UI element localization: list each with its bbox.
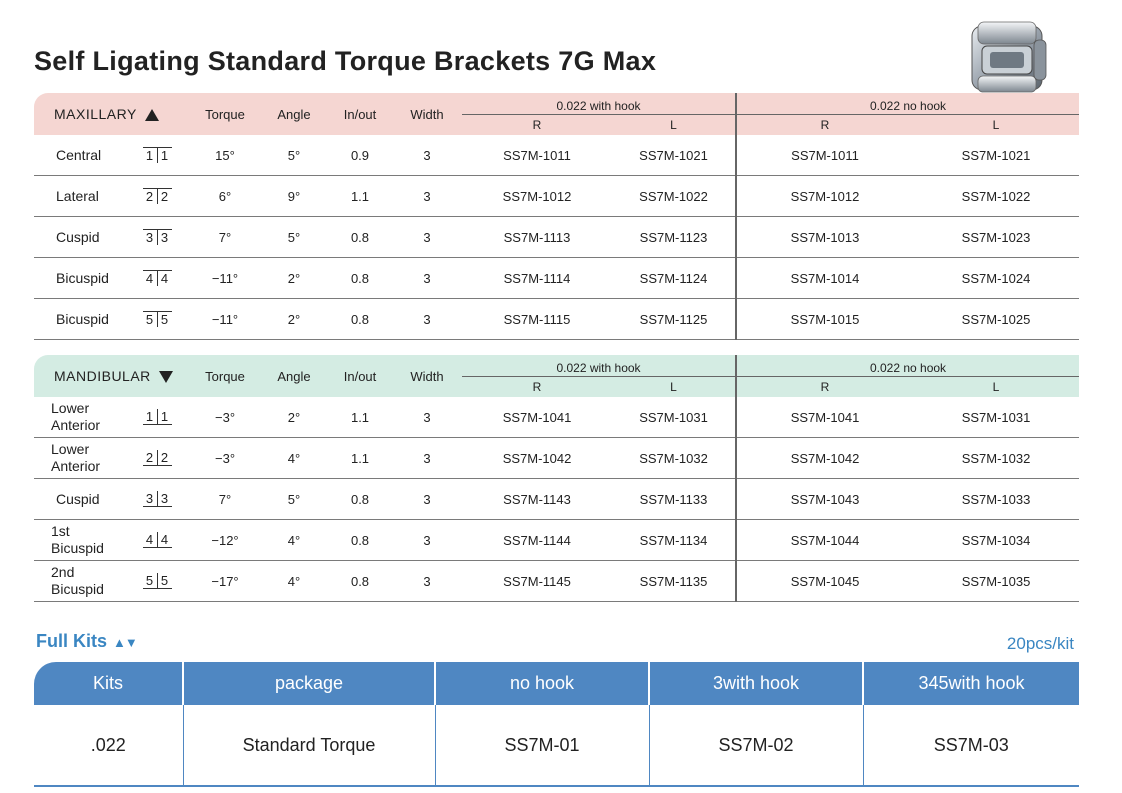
no-hook-r-code: SS7M-1013 xyxy=(736,217,913,258)
table-row xyxy=(34,299,1079,340)
tooth-name-line2: Anterior xyxy=(51,458,101,474)
r-header: R xyxy=(736,115,913,136)
up-down-triangles-icon: ▲▼ xyxy=(113,635,137,650)
tooth-number xyxy=(124,561,190,602)
tooth-number xyxy=(124,135,190,176)
no-hook-l-code: SS7M-1032 xyxy=(913,438,1079,479)
tooth-number-left: 1 xyxy=(143,147,158,163)
torque-value: −11° xyxy=(190,258,260,299)
l-header: L xyxy=(612,115,736,136)
width-value: 3 xyxy=(392,520,462,561)
l-header: L xyxy=(612,377,736,398)
torque-value: 7° xyxy=(190,479,260,520)
kits-header-345with-hook: 345with hook xyxy=(863,662,1079,705)
angle-value: 4° xyxy=(260,438,328,479)
kits-header-no-hook: no hook xyxy=(435,662,649,705)
table-row xyxy=(34,135,1079,176)
quadrant-symbol xyxy=(143,188,172,204)
tooth-number xyxy=(124,258,190,299)
inout-value: 1.1 xyxy=(328,176,392,217)
tooth-name-line2: Bicuspid xyxy=(51,540,104,556)
tooth-name xyxy=(34,561,124,602)
kits-row xyxy=(34,705,1079,786)
width-value: 3 xyxy=(392,438,462,479)
inout-value: 0.8 xyxy=(328,479,392,520)
tooth-number-right: 2 xyxy=(158,450,172,466)
mandibular-header-row xyxy=(34,355,1079,377)
tooth-name xyxy=(34,438,124,479)
no-hook-r-code: SS7M-1011 xyxy=(736,135,913,176)
tooth-name-line1: 1st xyxy=(51,523,70,539)
with-hook-r-code: SS7M-1012 xyxy=(462,176,612,217)
no-hook-r-code: SS7M-1043 xyxy=(736,479,913,520)
torque-header: Torque xyxy=(190,355,260,397)
angle-value: 5° xyxy=(260,479,328,520)
inout-header: In/out xyxy=(328,355,392,397)
width-value: 3 xyxy=(392,176,462,217)
tooth-name: Cuspid xyxy=(34,217,124,258)
no-hook-l-code: SS7M-1024 xyxy=(913,258,1079,299)
table-row xyxy=(34,397,1079,438)
with-hook-r-code: SS7M-1011 xyxy=(462,135,612,176)
no-hook-r-code: SS7M-1012 xyxy=(736,176,913,217)
tooth-number-left: 4 xyxy=(143,270,158,286)
table-row xyxy=(34,561,1079,602)
kit-count: 20pcs/kit xyxy=(1006,634,1074,653)
tooth-name-line2: Bicuspid xyxy=(51,581,104,597)
no-hook-l-code: SS7M-1031 xyxy=(913,397,1079,438)
torque-header: Torque xyxy=(190,93,260,135)
angle-value: 5° xyxy=(260,217,328,258)
torque-value: −12° xyxy=(190,520,260,561)
with-hook-r-code: SS7M-1144 xyxy=(462,520,612,561)
table-row xyxy=(34,479,1079,520)
no-hook-r-code: SS7M-1014 xyxy=(736,258,913,299)
kits-header-row xyxy=(34,662,1079,705)
width-value: 3 xyxy=(392,299,462,340)
with-hook-r-code: SS7M-1042 xyxy=(462,438,612,479)
angle-value: 4° xyxy=(260,561,328,602)
kits-cell-no-hook: SS7M-01 xyxy=(435,705,649,786)
metal-bracket-image xyxy=(968,20,1050,98)
with-hook-l-code: SS7M-1031 xyxy=(612,397,736,438)
tooth-number-left: 2 xyxy=(143,450,158,466)
torque-value: 7° xyxy=(190,217,260,258)
tooth-name-line1: Lower xyxy=(51,400,90,416)
torque-value: −3° xyxy=(190,397,260,438)
with-hook-r-code: SS7M-1145 xyxy=(462,561,612,602)
angle-value: 4° xyxy=(260,520,328,561)
width-value: 3 xyxy=(392,397,462,438)
tooth-number xyxy=(124,479,190,520)
l-header: L xyxy=(913,377,1079,398)
tooth-name: Cuspid xyxy=(34,479,124,520)
angle-value: 2° xyxy=(260,299,328,340)
no-hook-l-code: SS7M-1035 xyxy=(913,561,1079,602)
tooth-number xyxy=(124,438,190,479)
up-triangle-icon xyxy=(145,109,159,121)
torque-value: −3° xyxy=(190,438,260,479)
tooth-number-left: 1 xyxy=(143,409,158,425)
no-hook-r-code: SS7M-1042 xyxy=(736,438,913,479)
with-hook-l-code: SS7M-1124 xyxy=(612,258,736,299)
inout-value: 1.1 xyxy=(328,438,392,479)
tooth-number-left: 3 xyxy=(143,229,158,245)
tooth-number xyxy=(124,520,190,561)
width-header: Width xyxy=(392,93,462,135)
inout-value: 0.8 xyxy=(328,217,392,258)
width-value: 3 xyxy=(392,217,462,258)
torque-value: −17° xyxy=(190,561,260,602)
kits-cell-package: Standard Torque xyxy=(183,705,435,786)
quadrant-symbol xyxy=(143,491,172,507)
table-row xyxy=(34,217,1079,258)
torque-value: 15° xyxy=(190,135,260,176)
quadrant-symbol xyxy=(143,450,172,466)
mandibular-table xyxy=(34,355,1079,602)
r-header: R xyxy=(462,377,612,398)
r-header: R xyxy=(736,377,913,398)
tooth-number-right: 4 xyxy=(158,270,172,286)
with-hook-header: 0.022 with hook xyxy=(462,355,736,377)
no-hook-l-code: SS7M-1021 xyxy=(913,135,1079,176)
with-hook-l-code: SS7M-1022 xyxy=(612,176,736,217)
angle-value: 2° xyxy=(260,258,328,299)
quadrant-symbol xyxy=(143,311,172,327)
width-value: 3 xyxy=(392,258,462,299)
tooth-number xyxy=(124,217,190,258)
inout-value: 0.9 xyxy=(328,135,392,176)
table-row xyxy=(34,520,1079,561)
quadrant-symbol xyxy=(143,229,172,245)
with-hook-r-code: SS7M-1113 xyxy=(462,217,612,258)
no-hook-l-code: SS7M-1033 xyxy=(913,479,1079,520)
tooth-number xyxy=(124,299,190,340)
tooth-number-left: 2 xyxy=(143,188,158,204)
tooth-number-left: 5 xyxy=(143,311,158,327)
tooth-name-line2: Anterior xyxy=(51,417,101,433)
full-kits-title: Full Kits ▲▼ xyxy=(36,631,137,651)
table-row xyxy=(34,438,1079,479)
no-hook-l-code: SS7M-1023 xyxy=(913,217,1079,258)
width-value: 3 xyxy=(392,479,462,520)
with-hook-l-code: SS7M-1125 xyxy=(612,299,736,340)
with-hook-header: 0.022 with hook xyxy=(462,93,736,115)
tooth-number-right: 4 xyxy=(158,532,172,548)
with-hook-l-code: SS7M-1021 xyxy=(612,135,736,176)
table-row xyxy=(34,176,1079,217)
angle-value: 5° xyxy=(260,135,328,176)
quadrant-symbol xyxy=(143,409,172,425)
down-triangle-icon xyxy=(159,371,173,383)
r-header: R xyxy=(462,115,612,136)
inout-header: In/out xyxy=(328,93,392,135)
with-hook-l-code: SS7M-1134 xyxy=(612,520,736,561)
mandibular-body xyxy=(34,397,1079,602)
with-hook-r-code: SS7M-1114 xyxy=(462,258,612,299)
inout-value: 0.8 xyxy=(328,520,392,561)
angle-value: 9° xyxy=(260,176,328,217)
tooth-name-line1: Lower xyxy=(51,441,90,457)
tooth-number-right: 3 xyxy=(158,229,172,245)
no-hook-r-code: SS7M-1041 xyxy=(736,397,913,438)
angle-header: Angle xyxy=(260,93,328,135)
inout-value: 0.8 xyxy=(328,258,392,299)
tooth-number-right: 1 xyxy=(158,147,172,163)
tooth-name: Bicuspid xyxy=(34,258,124,299)
kits-header-package: package xyxy=(183,662,435,705)
tooth-number-left: 5 xyxy=(143,573,158,589)
l-header: L xyxy=(913,115,1079,136)
maxillary-table xyxy=(34,93,1079,340)
tooth-number-left: 4 xyxy=(143,532,158,548)
kits-cell-size: .022 xyxy=(34,705,183,786)
tooth-name-line1: 2nd xyxy=(51,564,75,580)
table-row xyxy=(34,258,1079,299)
with-hook-r-code: SS7M-1143 xyxy=(462,479,612,520)
tooth-number-left: 3 xyxy=(143,491,158,507)
maxillary-header-row xyxy=(34,93,1079,115)
quadrant-symbol xyxy=(143,532,172,548)
no-hook-r-code: SS7M-1044 xyxy=(736,520,913,561)
no-hook-r-code: SS7M-1015 xyxy=(736,299,913,340)
page-title: Self Ligating Standard Torque Brackets 7G Max xyxy=(34,46,657,76)
angle-value: 2° xyxy=(260,397,328,438)
kits-header-3with-hook: 3with hook xyxy=(649,662,863,705)
kits-header-kits: Kits xyxy=(34,662,183,705)
quadrant-symbol xyxy=(143,270,172,286)
tooth-number-right: 1 xyxy=(158,409,172,425)
inout-value: 1.1 xyxy=(328,397,392,438)
with-hook-l-code: SS7M-1135 xyxy=(612,561,736,602)
inout-value: 0.8 xyxy=(328,299,392,340)
angle-header: Angle xyxy=(260,355,328,397)
quadrant-symbol xyxy=(143,147,172,163)
tooth-name xyxy=(34,397,124,438)
maxillary-body xyxy=(34,135,1079,340)
inout-value: 0.8 xyxy=(328,561,392,602)
width-header: Width xyxy=(392,355,462,397)
full-kits-table xyxy=(34,662,1079,787)
quadrant-symbol xyxy=(143,573,172,589)
no-hook-l-code: SS7M-1034 xyxy=(913,520,1079,561)
tooth-number-right: 3 xyxy=(158,491,172,507)
kits-cell-3with-hook: SS7M-02 xyxy=(649,705,863,786)
with-hook-r-code: SS7M-1041 xyxy=(462,397,612,438)
with-hook-l-code: SS7M-1133 xyxy=(612,479,736,520)
tooth-name: Central xyxy=(34,135,124,176)
maxillary-label: MAXILLARY xyxy=(34,93,190,135)
kits-cell-345with-hook: SS7M-03 xyxy=(863,705,1079,786)
width-value: 3 xyxy=(392,561,462,602)
tooth-number xyxy=(124,397,190,438)
no-hook-header: 0.022 no hook xyxy=(736,93,1079,115)
no-hook-l-code: SS7M-1025 xyxy=(913,299,1079,340)
no-hook-l-code: SS7M-1022 xyxy=(913,176,1079,217)
tooth-number xyxy=(124,176,190,217)
no-hook-header: 0.022 no hook xyxy=(736,355,1079,377)
tooth-name: Bicuspid xyxy=(34,299,124,340)
mandibular-label: MANDIBULAR xyxy=(34,355,190,397)
width-value: 3 xyxy=(392,135,462,176)
torque-value: −11° xyxy=(190,299,260,340)
with-hook-l-code: SS7M-1123 xyxy=(612,217,736,258)
tooth-number-right: 5 xyxy=(158,311,172,327)
tooth-name xyxy=(34,520,124,561)
tooth-number-right: 2 xyxy=(158,188,172,204)
no-hook-r-code: SS7M-1045 xyxy=(736,561,913,602)
with-hook-l-code: SS7M-1032 xyxy=(612,438,736,479)
tooth-name: Lateral xyxy=(34,176,124,217)
tooth-number-right: 5 xyxy=(158,573,172,589)
torque-value: 6° xyxy=(190,176,260,217)
with-hook-r-code: SS7M-1115 xyxy=(462,299,612,340)
